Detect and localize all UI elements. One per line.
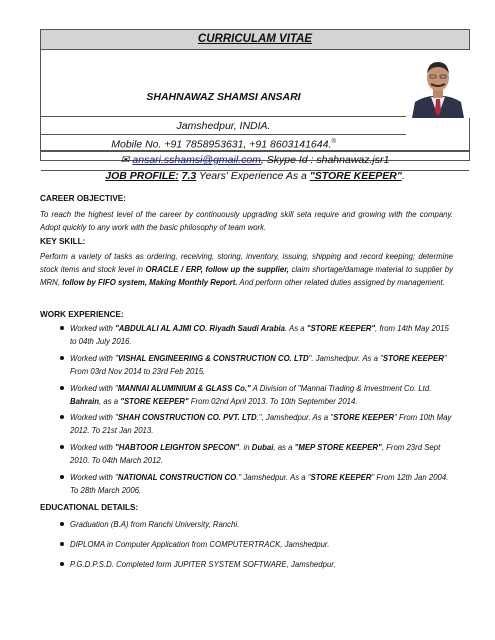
bullet-icon xyxy=(60,522,64,526)
list-item xyxy=(62,558,454,571)
list-item xyxy=(62,518,454,531)
item-text: Worked with " xyxy=(70,473,118,482)
item-text: Worked with xyxy=(70,443,116,452)
job-profile-text: Years' Experience As a xyxy=(199,170,307,182)
career-objective-heading: CAREER OBJECTIVE: xyxy=(40,194,126,203)
header-rule xyxy=(40,151,470,152)
company-name: VISHAL ENGINEERING & CONSTRUCTION CO. LTD xyxy=(117,354,309,363)
list-item xyxy=(62,382,454,408)
career-objective-text: To reach the highest level of the career by continuously upgrading skill seta require and growing with the company. Adopt quickly to any work with the basic philosophy of team work. xyxy=(40,210,453,232)
bullet-icon xyxy=(60,356,64,360)
list-item xyxy=(62,352,454,378)
item-text: DIPLOMA in Computer Application from COMPUTERTRACK, Jamshedpur. xyxy=(70,540,330,549)
mobile-numbers: Mobile No. +91 7858953631, +91 8603141644. xyxy=(111,138,332,151)
bullet-icon xyxy=(60,326,64,330)
bullet-icon xyxy=(60,415,64,419)
item-text: Worked with " xyxy=(70,384,118,393)
job-profile-role: "STORE KEEPER" xyxy=(309,170,402,182)
item-text: .", Jamshedpur. As a " xyxy=(256,413,334,422)
skill-part-1: Perform a variety of tasks as ordering, receiving, storing, inventory, issuing, shipping and record keeping; determine stock items and stock level in xyxy=(40,252,453,274)
list-item xyxy=(62,411,454,437)
list-item xyxy=(62,538,454,551)
item-text: Graduation (B.A) from Ranchi University, Ranchi. xyxy=(70,520,240,529)
role: "STORE KEEPER" xyxy=(306,324,376,333)
company-name: NATIONAL CONSTRUCTION CO xyxy=(117,473,237,482)
mobile-line xyxy=(41,134,406,150)
item-text: . in xyxy=(239,443,252,452)
address-line: Jamshedpur, INDIA. xyxy=(41,116,406,134)
email-line xyxy=(41,150,469,170)
mail-icon: ✉ xyxy=(120,154,130,166)
candidate-name: SHAHNAWAZ SHAMSI ANSARI xyxy=(146,91,301,103)
bullet-icon xyxy=(60,542,64,546)
education-heading: EDUCATIONAL DETAILS: xyxy=(40,503,139,512)
mobile-mark: ® xyxy=(331,139,336,145)
item-text: ". Jamshedpur. As a " xyxy=(308,354,383,363)
period: From 02nd April 2013. To 10th September 2014. xyxy=(188,397,358,406)
item-text: A Division of "Mannai Trading & Investment Co. Ltd. xyxy=(250,384,432,393)
company-name: "ABDULALI AL AJMI CO. Riyadh Saudi Arabia xyxy=(115,324,285,333)
job-profile-years: 7.3 xyxy=(181,170,197,182)
item-text: ." Jamshedpur. As a " xyxy=(236,473,311,482)
company-name: MANNAI ALUMINIUM & GLASS Co." xyxy=(117,384,251,393)
list-item xyxy=(62,322,454,348)
item-text: Worked with xyxy=(70,324,116,333)
company-name: SHAH CONSTRUCTION CO. PVT. LTD xyxy=(117,413,257,422)
place: Dubai xyxy=(251,443,274,452)
place: Bahrain xyxy=(70,397,100,406)
profile-photo xyxy=(406,50,470,118)
item-text: , as a xyxy=(273,443,295,452)
item-text: Worked with " xyxy=(70,354,118,363)
role: "STORE KEEPER" xyxy=(120,397,189,406)
skill-part-2: claim shortage/damage material to supplier by MRN, xyxy=(40,265,453,287)
bullet-icon xyxy=(60,562,64,566)
period: " From 03rd Nov 2014 to 23rd Feb 2015. xyxy=(70,354,447,376)
list-item xyxy=(62,471,454,497)
period: , from 14th May 2015 to 04th July 2016. xyxy=(70,324,449,346)
skill-bold-1: ORACLE / ERP, follow up the supplier, xyxy=(145,265,289,274)
job-profile: JOB PROFILE: 7.3 Years' Experience As a "STORE KEEPER". xyxy=(105,170,405,182)
company-name: "HABTOOR LEIGHTON SPECON" xyxy=(115,443,240,452)
job-profile-label: JOB PROFILE: xyxy=(105,170,179,182)
period: " From 12th Jan 2004. To 28th March 2006. xyxy=(70,473,449,495)
role: STORE KEEPER xyxy=(333,413,395,422)
item-text: , as a xyxy=(99,397,121,406)
bullet-icon xyxy=(60,475,64,479)
key-skill-text xyxy=(40,250,453,289)
period: , From 23rd Sept 2010. To 04th March 2012. xyxy=(70,443,441,465)
bullet-icon xyxy=(60,386,64,390)
role: "MEP STORE KEEPER" xyxy=(294,443,382,452)
bullet-icon xyxy=(60,445,64,449)
item-text: Worked with " xyxy=(70,413,118,422)
role: STORE KEEPER xyxy=(382,354,444,363)
role: STORE KEEPER xyxy=(310,473,372,482)
skill-part-3: And perform other related duties assigned by management. xyxy=(237,278,445,287)
cv-header xyxy=(40,29,470,166)
item-text: P.G.D.P.S.D. Completed form JUPITER SYSTEM SOFTWARE, Jamshedpur. xyxy=(70,560,336,569)
list-item xyxy=(62,441,454,467)
email-link[interactable]: ansari.sshamsi@gmail.com xyxy=(132,154,261,166)
key-skill-heading: KEY SKILL: xyxy=(40,237,86,246)
skill-bold-2: follow by FIFO system, Making Monthly Report. xyxy=(62,278,238,287)
item-text: . As a xyxy=(284,324,307,333)
period: " From 10th May 2012. To 21st Jan 2013. xyxy=(70,413,452,435)
work-experience-heading: WORK EXPERIENCE: xyxy=(40,310,124,319)
document-title: CURRICULAM VITAE xyxy=(41,30,469,50)
skype-id: , Skype Id : shahnawaz.jsr1 xyxy=(260,154,390,166)
